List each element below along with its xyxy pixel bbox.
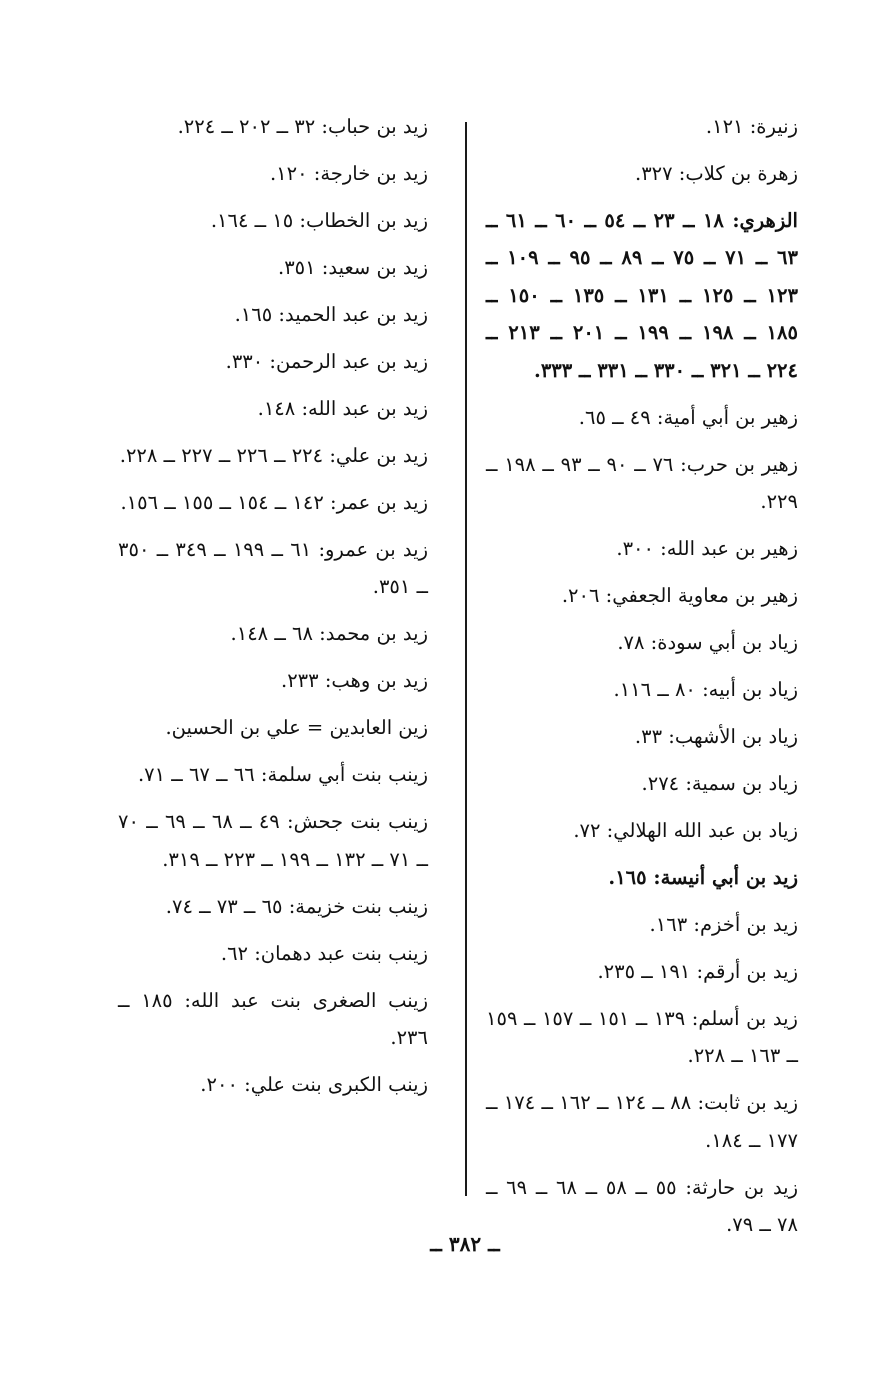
index-entry: زيد بن أخزم: ١٦٣. — [649, 913, 798, 937]
index-entry: زياد بن أبي سودة: ٧٨. — [617, 631, 798, 655]
index-entry: زهير بن معاوية الجعفي: ٢٠٦. — [561, 584, 798, 608]
index-entry: زياد بن سمية: ٢٧٤. — [641, 772, 798, 796]
index-entry: زينب الكبرى بنت علي: ٢٠٠. — [200, 1073, 428, 1097]
index-entry: زينب بنت عبد دهمان: ٦٢. — [220, 941, 428, 965]
index-entry: زيد بن الخطاب: ١٥ ــ ١٦٤. — [210, 209, 428, 232]
index-entry: زهير بن أبي أمية: ٤٩ ــ ٦٥. — [578, 405, 798, 429]
page-number: ــ ٣٨٢ ــ — [430, 1232, 500, 1256]
index-entry: زينب بنت خزيمة: ٦٥ ــ ٧٣ ــ ٧٤. — [165, 894, 428, 918]
index-entry: زنيرة: ١٢١. — [705, 115, 798, 138]
index-entry: زيد بن حباب: ٣٢ ــ ٢٠٢ ــ ٢٢٤. — [177, 115, 428, 138]
index-entry: زينب الصغرى بنت عبد الله: ١٨٥ ــ ٢٣٦. — [118, 988, 429, 1050]
index-entry: زيد بن ثابت: ٨٨ ــ ١٢٤ ــ ١٦٢ ــ ١٧٤ ــ ١٧٧ ــ ١٨٤. — [486, 1091, 799, 1152]
index-column-right — [486, 108, 798, 1253]
index-entry: زين العابدين = علي بن الحسين. — [165, 716, 428, 740]
index-entry: الزهري: ١٨ ــ ٢٣ ــ ٥٤ ــ ٦٠ ــ ٦١ ــ ٦٣ ــ ٧١ ــ ٧٥ ــ ٨٩ ــ ٩٥ ــ ١٠٩ ــ ١٢٣ ــ ١٢٥ ــ ١٣١ ــ ١٣٥ ــ ١٥٠ ــ ١٨٥ ــ ١٩٨ ــ ١٩٩ ــ ٢٠١ ــ ٢١٣ ــ ٢٢٤ ــ ٣٢١ ــ ٣٣٠ ــ ٣٣١ ــ ٣٣٣. — [486, 209, 798, 382]
index-entry: زيد بن حارثة: ٥٥ ــ ٥٨ ــ ٦٨ ــ ٦٩ ــ ٧٨ ــ ٧٩. — [486, 1175, 799, 1237]
index-entry: زهرة بن كلاب: ٣٢٧. — [634, 162, 798, 185]
index-entry: زياد بن أبيه: ٨٠ ــ ١١٦. — [613, 678, 798, 702]
index-entry: زيد بن عمر: ١٤٢ ــ ١٥٤ ــ ١٥٥ ــ ١٥٦. — [120, 491, 428, 514]
index-entry: زيد بن عبد الحميد: ١٦٥. — [234, 303, 428, 326]
index-entry: زيد بن عبد الرحمن: ٣٣٠. — [225, 350, 428, 373]
index-entry: زهير بن عبد الله: ٣٠٠. — [616, 537, 798, 561]
column-divider — [465, 122, 467, 1196]
index-entry: زينب بنت أبي سلمة: ٦٦ ــ ٦٧ ــ ٧١. — [137, 763, 428, 787]
index-entry: زيد بن أرقم: ١٩١ ــ ٢٣٥. — [597, 960, 798, 984]
index-entry: زيد بن أبي أنيسة: ١٦٥. — [608, 866, 798, 890]
index-entry: زينب بنت جحش: ٤٩ ــ ٦٨ ــ ٦٩ ــ ٧٠ ــ ٧١ ــ ١٣٢ ــ ١٩٩ ــ ٢٢٣ ــ ٣١٩. — [118, 810, 428, 871]
index-entry: زيد بن علي: ٢٢٤ ــ ٢٢٦ ــ ٢٢٧ ــ ٢٢٨. — [119, 444, 428, 467]
index-entry: زيد بن عمرو: ٦١ ــ ١٩٩ ــ ٣٤٩ ــ ٣٥٠ ــ ٣٥١. — [118, 538, 429, 599]
index-entry: زيد بن عبد الله: ١٤٨. — [257, 397, 428, 420]
index-entry: زيد بن محمد: ٦٨ ــ ١٤٨. — [230, 622, 428, 646]
index-entry: زيد بن سعيد: ٣٥١. — [277, 256, 428, 279]
index-entry: زيد بن خارجة: ١٢٠. — [269, 162, 428, 185]
index-entry: زياد بن عبد الله الهلالي: ٧٢. — [573, 819, 798, 843]
index-entry: زيد بن أسلم: ١٣٩ ــ ١٥١ ــ ١٥٧ ــ ١٥٩ ــ ١٦٣ ــ ٢٢٨. — [486, 1007, 798, 1068]
index-entry: زيد بن وهب: ٢٣٣. — [281, 669, 428, 693]
index-entry: زياد بن الأشهب: ٣٣. — [634, 725, 798, 749]
index-column-left — [118, 108, 428, 1113]
index-entry: زهير بن حرب: ٧٦ ــ ٩٠ ــ ٩٣ ــ ١٩٨ ــ ٢٢٩. — [486, 452, 799, 514]
